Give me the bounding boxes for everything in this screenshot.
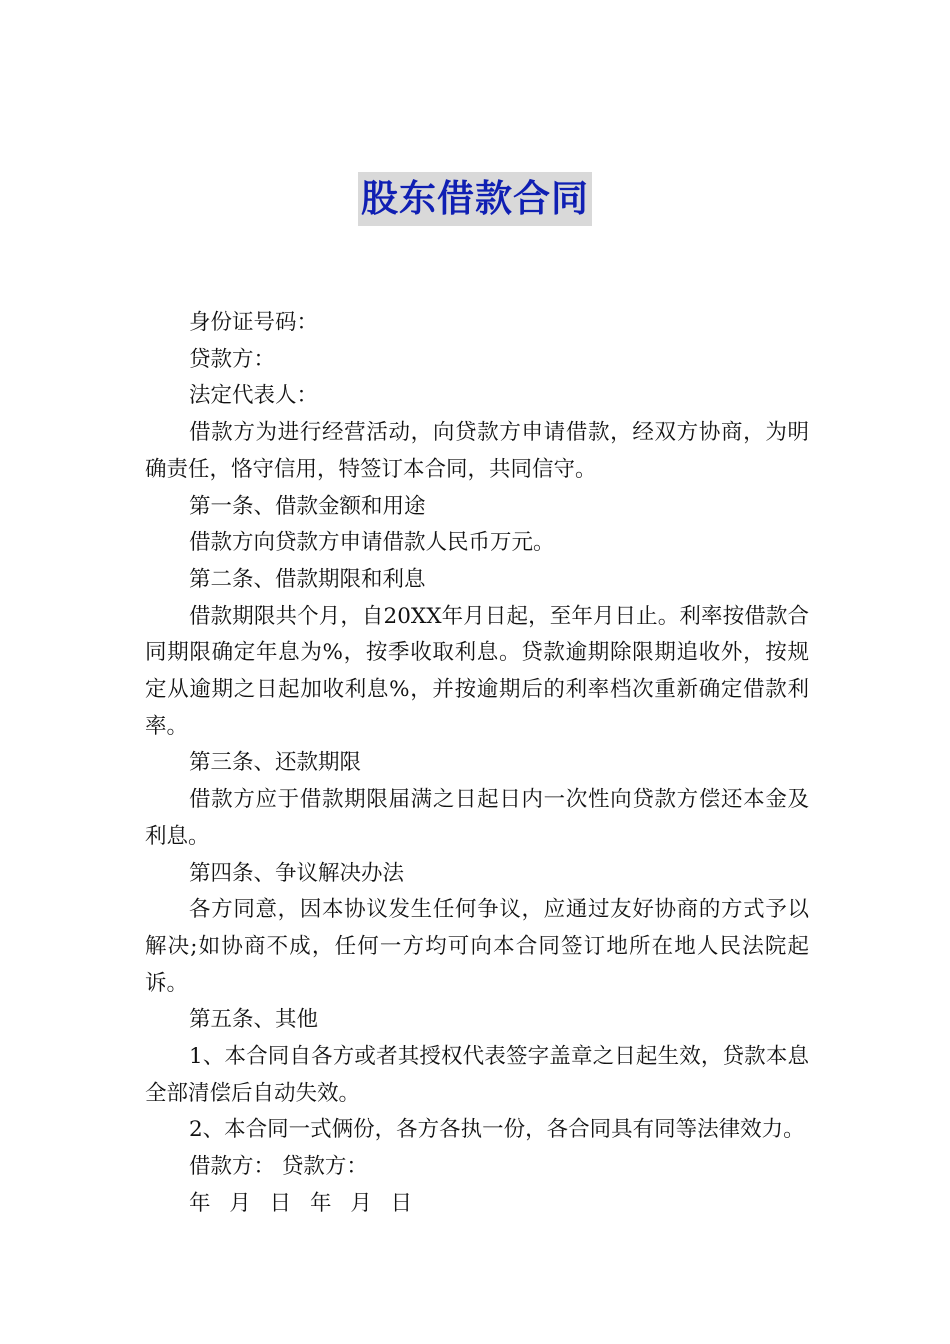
lender-line: 贷款方： bbox=[189, 346, 276, 372]
article-4-body: 各方同意，因本协议发生任何争议，应通过友好协商的方式予以解决;如协商不成，任何一方均可向本合同签订地所在地人民法院起诉。 bbox=[145, 897, 809, 996]
article-4-heading: 第四条、争议解决办法 bbox=[189, 860, 405, 886]
article-2-body: 借款期限共个月，自20XX年月日起，至年月日止。利率按借款合同期限确定年息为%，按季收取利息。贷款逾期除限期追收外，按规定从逾期之日起加收利息%，并按逾期后的利率档次重新确定借款利率。 bbox=[145, 603, 809, 739]
document-body bbox=[145, 305, 809, 1223]
signature-date-line: 年 月 日 年 月 日 bbox=[189, 1190, 419, 1216]
article-5-heading: 第五条、其他 bbox=[189, 1007, 319, 1033]
article-3-body: 借款方应于借款期限届满之日起日内一次性向贷款方偿还本金及利息。 bbox=[145, 787, 809, 849]
article-1-body: 借款方向贷款方申请借款人民币万元。 bbox=[189, 530, 555, 556]
id-number-line: 身份证号码： bbox=[189, 310, 319, 335]
legal-representative-line: 法定代表人： bbox=[189, 383, 319, 409]
title-container bbox=[0, 172, 950, 226]
article-5-item-2: 2、本合同一式俩份，各方各执一份，各合同具有同等法律效力。 bbox=[189, 1117, 805, 1143]
preamble-paragraph: 借款方为进行经营活动，向贷款方申请借款，经双方协商，为明确责任，恪守信用，特签订本合同，共同信守。 bbox=[145, 420, 809, 482]
signature-parties-line: 借款方： 贷款方： bbox=[189, 1154, 368, 1180]
document-title: 股东借款合同 bbox=[358, 172, 592, 226]
article-2-heading: 第二条、借款期限和利息 bbox=[189, 566, 426, 592]
article-1-heading: 第一条、借款金额和用途 bbox=[189, 493, 426, 519]
article-3-heading: 第三条、还款期限 bbox=[189, 750, 362, 776]
article-5-item-1: 1、本合同自各方或者其授权代表签字盖章之日起生效，贷款本息全部清偿后自动失效。 bbox=[145, 1044, 809, 1106]
